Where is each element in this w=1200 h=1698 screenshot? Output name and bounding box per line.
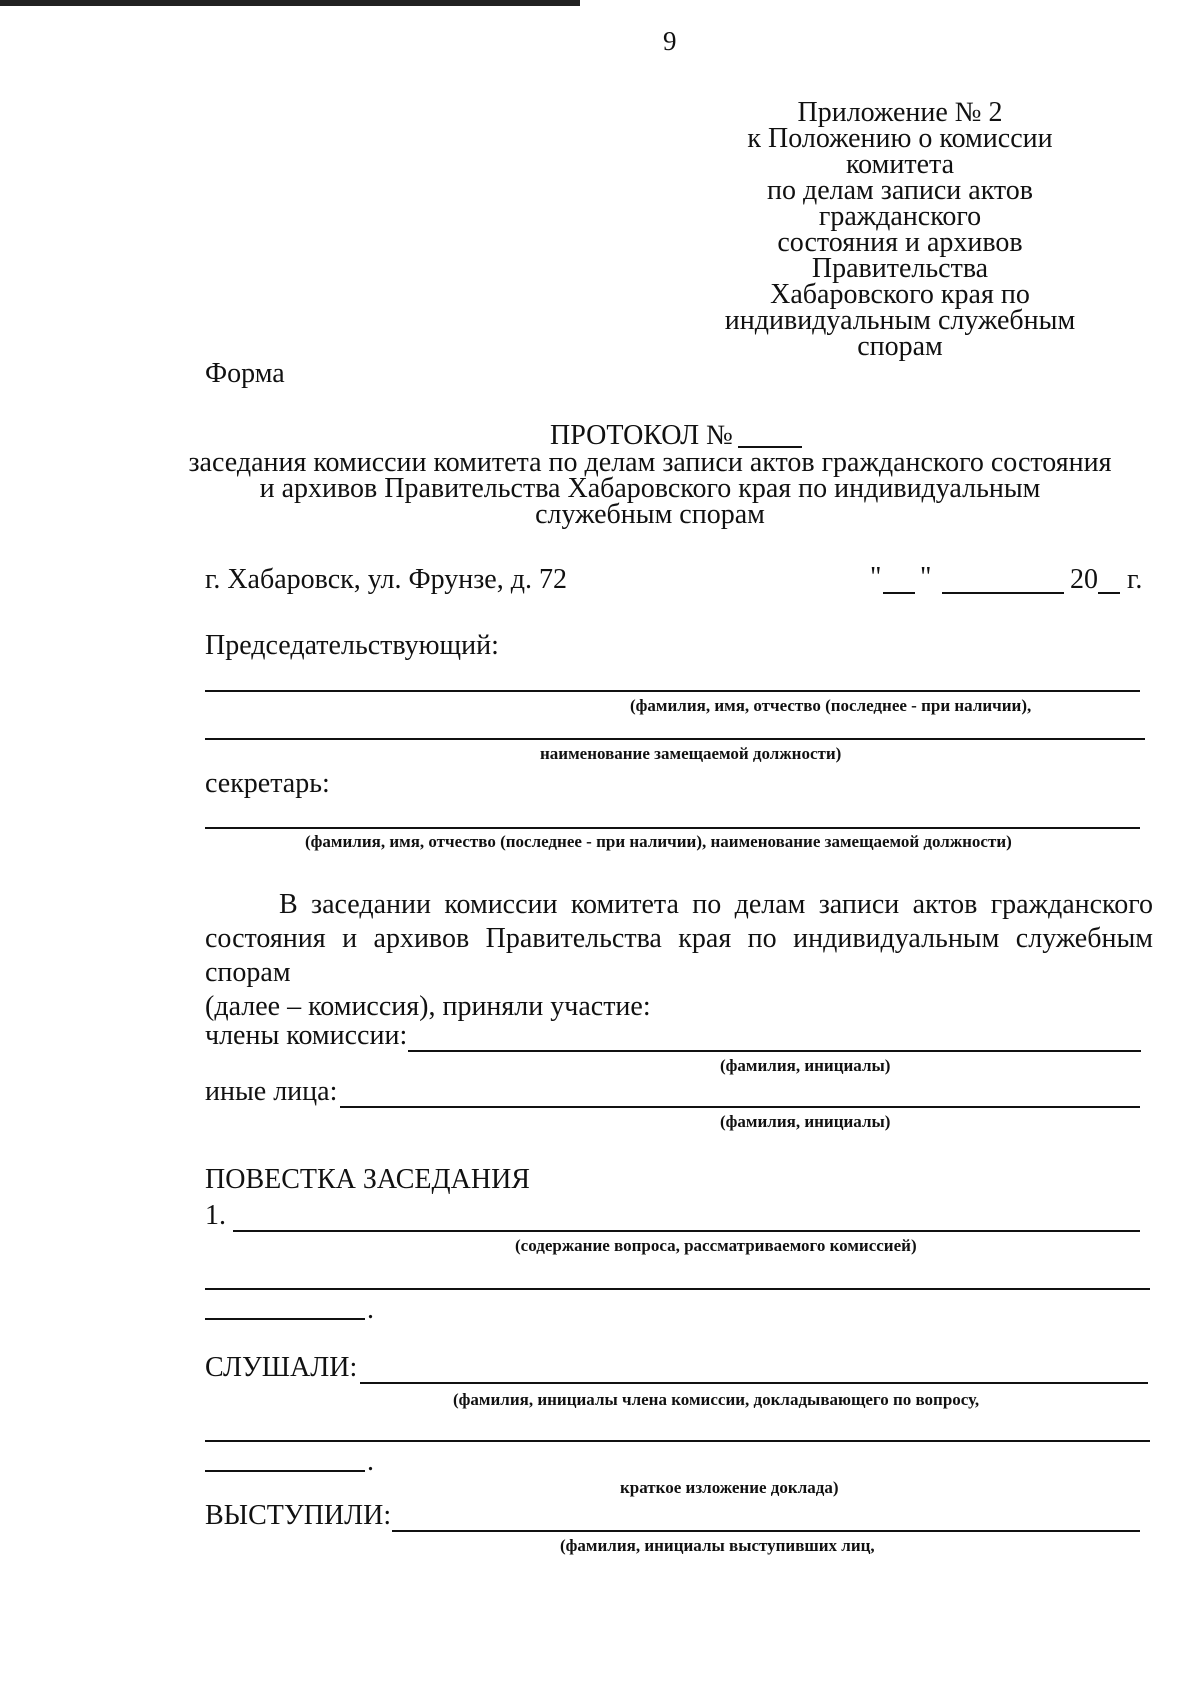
protocol-title-text: ПРОТОКОЛ №: [550, 420, 733, 451]
participation-line: (далее – комиссия), приняли участие:: [205, 991, 651, 1022]
appendix-line: Хабаровского края по: [770, 279, 1030, 310]
date-year-line[interactable]: [1098, 592, 1120, 594]
others-label: иные лица:: [205, 1076, 338, 1107]
members-hint: (фамилия, инициалы): [720, 1056, 891, 1075]
members-label: члены комиссии:: [205, 1020, 408, 1051]
date-quote-close: ": [920, 562, 932, 593]
agenda-item-line[interactable]: [233, 1230, 1140, 1232]
appendix-block: [690, 97, 1110, 362]
appendix-line: к Положению о комиссии комитета: [747, 123, 1053, 180]
date-month-line[interactable]: [942, 592, 1064, 594]
appendix-line: состояния и архивов Правительства: [777, 227, 1023, 284]
heard-hint-2: краткое изложение доклада): [620, 1478, 839, 1497]
spoke-line[interactable]: [392, 1530, 1140, 1532]
heard-continuation-line[interactable]: [205, 1440, 1150, 1442]
page-number: 9: [663, 26, 677, 56]
participation-line: состояния и архивов Правительства края по индивидуальным служебным спорам: [205, 923, 1153, 988]
chair-hint-1: (фамилия, имя, отчество (последнее - при наличии),: [630, 696, 1032, 715]
heard-period: .: [367, 1446, 374, 1477]
place-text: г. Хабаровск, ул. Фрунзе, д. 72: [205, 564, 567, 595]
heard-hint-1: (фамилия, инициалы члена комиссии, докладывающего по вопросу,: [453, 1390, 980, 1409]
heard-line[interactable]: [360, 1382, 1148, 1384]
others-hint: (фамилия, инициалы): [720, 1112, 891, 1131]
secretary-hint: (фамилия, имя, отчество (последнее - при наличии), наименование замещаемой должности): [305, 832, 1012, 851]
appendix-line: индивидуальным служебным спорам: [724, 305, 1076, 362]
participation-paragraph: [205, 888, 1153, 1024]
agenda-item-number: 1.: [205, 1200, 226, 1231]
date-year-prefix: 20: [1070, 564, 1098, 595]
date-quote-open: ": [870, 562, 882, 593]
others-line[interactable]: [340, 1106, 1140, 1108]
heard-label: СЛУШАЛИ:: [205, 1352, 358, 1383]
date-year-suffix: г.: [1127, 564, 1143, 595]
top-edge-line: [0, 0, 580, 6]
chair-hint-2: наименование замещаемой должности): [540, 744, 842, 763]
members-line[interactable]: [408, 1050, 1141, 1052]
protocol-subtitle-line: заседания комиссии комитета по делам записи актов гражданского состояния: [188, 447, 1112, 478]
agenda-heading: ПОВЕСТКА ЗАСЕДАНИЯ: [205, 1164, 530, 1195]
protocol-subtitle-line: служебным спорам: [535, 499, 765, 530]
protocol-subtitle: [150, 447, 1150, 530]
agenda-continuation-line[interactable]: [205, 1288, 1150, 1290]
spoke-label: ВЫСТУПИЛИ:: [205, 1500, 392, 1531]
appendix-line: по делам записи актов гражданского: [766, 175, 1034, 232]
participation-line: В заседании комиссии комитета по делам записи актов гражданского: [279, 889, 1153, 920]
agenda-short-line[interactable]: [205, 1318, 365, 1320]
agenda-hint: (содержание вопроса, рассматриваемого комиссией): [515, 1236, 917, 1255]
chair-position-line[interactable]: [205, 738, 1145, 740]
date-day-line[interactable]: [883, 592, 915, 594]
secretary-label: секретарь:: [205, 768, 330, 799]
secretary-line[interactable]: [205, 827, 1140, 829]
agenda-period: .: [367, 1294, 374, 1325]
heard-short-line[interactable]: [205, 1470, 365, 1472]
protocol-subtitle-line: и архивов Правительства Хабаровского края по индивидуальным: [259, 473, 1041, 504]
spoke-hint: (фамилия, инициалы выступивших лиц,: [560, 1536, 875, 1555]
chair-label: Председательствующий:: [205, 630, 499, 661]
chair-name-line[interactable]: [205, 690, 1140, 692]
form-label: Форма: [205, 358, 285, 389]
appendix-line: Приложение № 2: [797, 97, 1003, 128]
